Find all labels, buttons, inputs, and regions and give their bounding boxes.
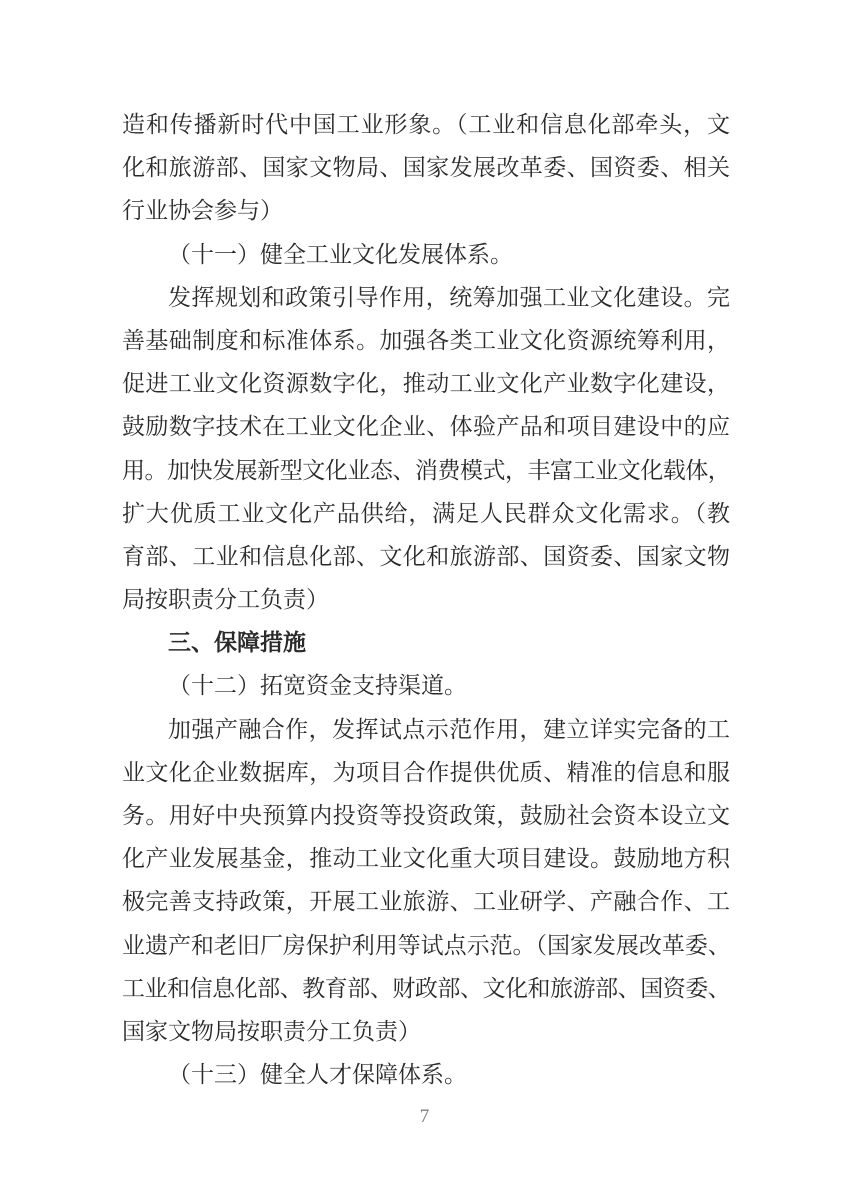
- text-line: 用。加快发展新型文化业态、消费模式，丰富工业文化载体，: [122, 457, 730, 483]
- text-line: 育部、工业和信息化部、文化和旅游部、国资委、国家文物: [122, 543, 730, 569]
- text-line: 务。用好中央预算内投资等投资政策，鼓励社会资本设立文: [122, 803, 730, 828]
- section-item-11-heading: （十一）健全工业文化发展体系。: [168, 241, 513, 267]
- section-item-12-heading: （十二）拓宽资金支持渠道。: [168, 673, 467, 699]
- text-line: 业遗产和老旧厂房保护利用等试点示范。（国家发展改革委、: [122, 932, 730, 958]
- text-line: 国家文物局按职责分工负责）: [122, 1018, 421, 1044]
- text-line: 局按职责分工负责）: [122, 587, 329, 613]
- text-line: 业文化企业数据库，为项目合作提供优质、精准的信息和服: [122, 759, 730, 785]
- document-body: [122, 103, 730, 1096]
- section-item-13-heading: （十三）健全人才保障体系。: [168, 1062, 467, 1088]
- text-line: 促进工业文化资源数字化，推动工业文化产业数字化建设，: [122, 371, 730, 397]
- text-line: 发挥规划和政策引导作用，统筹加强工业文化建设。完: [168, 284, 730, 310]
- text-line: 化和旅游部、国家文物局、国家发展改革委、国资委、相关: [122, 155, 730, 181]
- page-number: 7: [419, 1106, 430, 1127]
- text-line: 扩大优质工业文化产品供给，满足人民群众文化需求。（教: [122, 500, 730, 526]
- text-line: 工业和信息化部、教育部、财政部、文化和旅游部、国资委、: [122, 975, 730, 1001]
- text-line: 化产业发展基金，推动工业文化重大项目建设。鼓励地方积: [122, 846, 730, 872]
- text-line: 极完善支持政策，开展工业旅游、工业研学、产融合作、工: [122, 889, 730, 915]
- chapter-3-heading: 三、保障措施: [168, 629, 306, 656]
- text-line: 加强产融合作，发挥试点示范作用，建立详实完备的工: [168, 716, 730, 742]
- text-line: 善基础制度和标准体系。加强各类工业文化资源统筹利用，: [122, 327, 730, 353]
- text-line: 行业协会参与）: [122, 198, 283, 224]
- text-line: 造和传播新时代中国工业形象。（工业和信息化部牵头，文: [122, 112, 730, 137]
- text-line: 鼓励数字技术在工业文化企业、体验产品和项目建设中的应: [122, 414, 730, 440]
